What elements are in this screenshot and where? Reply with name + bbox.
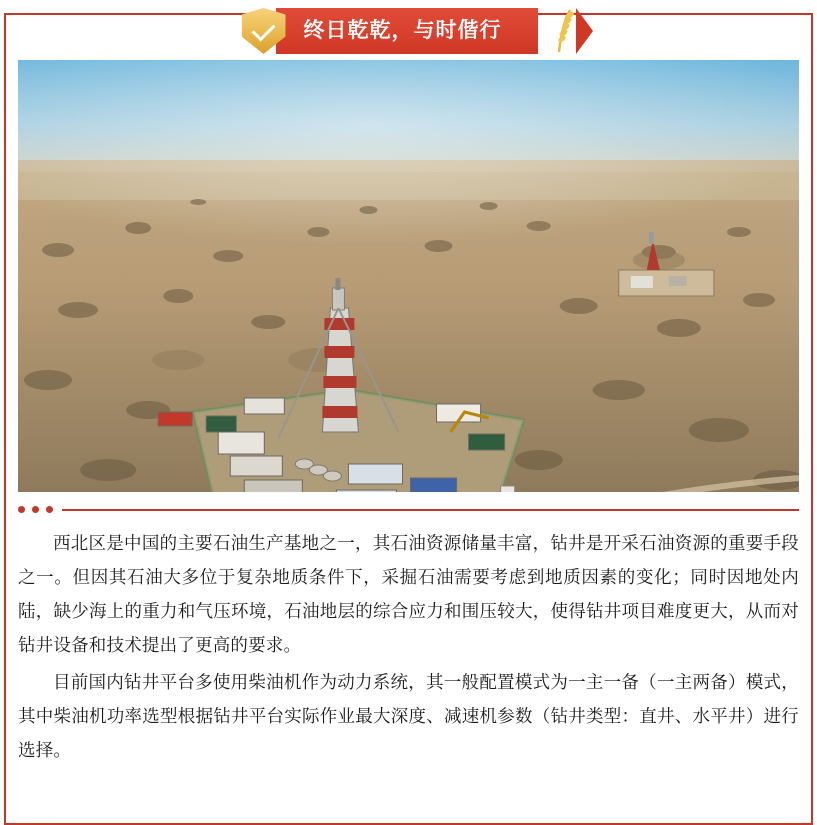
dot-divider [18, 506, 799, 513]
header-ribbon [0, 0, 817, 60]
divider-dot [18, 506, 25, 513]
article-paragraph-2: 目前国内钻井平台多使用柴油机作为动力系统，其一般配置模式为一主一备（一主两备）模式，其中柴油机功率选型根据钻井平台实际作业最大深度、减速机参数（钻井类型：直井、水平井）进行选择。 [18, 672, 799, 761]
drilling-rig-aerial-photo [18, 60, 799, 492]
article-paragraph-1: 西北区是中国的主要石油生产基地之一，其石油资源储量丰富，钻井是开采石油资源的重要手段之一。但因其石油大多位于复杂地质条件下，采掘石油需要考虑到地质因素的变化；同时因地处内陆，缺少海上的重力和气压环境，石油地层的综合应力和围压较大，使得钻井项目难度更大，从而对钻井设备和技术提出了更高的要求。 [18, 534, 799, 657]
article-content [0, 60, 817, 823]
check-mark [251, 17, 275, 41]
ribbon-inner [242, 8, 576, 54]
article-body [18, 527, 799, 768]
divider-dot [32, 506, 39, 513]
banner-tail-shape [576, 8, 593, 54]
wheat-ear-icon [550, 8, 576, 54]
divider-dot [46, 506, 53, 513]
divider-line [62, 509, 799, 511]
banner-title: 终日乾乾，与时偕行 [276, 8, 538, 54]
